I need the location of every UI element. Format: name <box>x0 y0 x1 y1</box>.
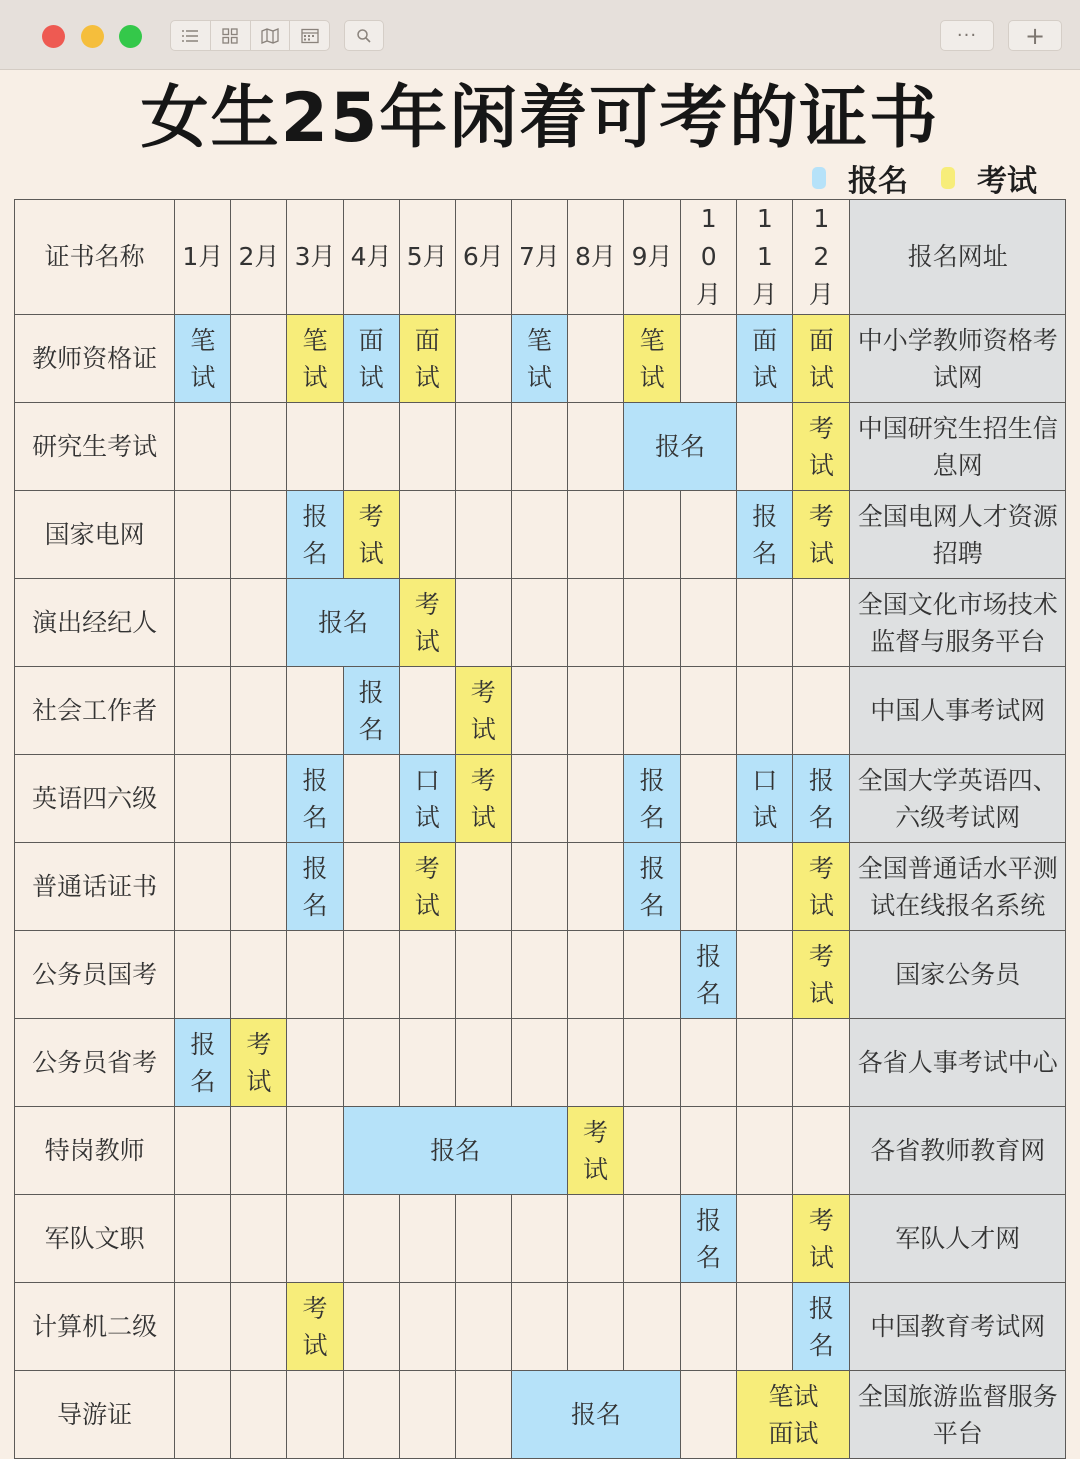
schedule-cell-empty <box>511 755 567 843</box>
schedule-cell-empty <box>231 1371 287 1459</box>
schedule-cell: 笔试 <box>287 315 343 403</box>
schedule-cell-empty <box>287 1195 343 1283</box>
schedule-cell-empty <box>624 1283 681 1371</box>
schedule-cell: 考试 <box>793 843 850 931</box>
schedule-cell-empty <box>231 579 287 667</box>
certificate-name: 教师资格证 <box>15 315 175 403</box>
header-month-2: 2月 <box>231 200 287 315</box>
registration-site: 中国教育考试网 <box>850 1283 1066 1371</box>
schedule-cell-empty <box>175 755 231 843</box>
registration-site: 全国大学英语四、六级考试网 <box>850 755 1066 843</box>
registration-site: 国家公务员 <box>850 931 1066 1019</box>
schedule-cell-empty <box>343 755 399 843</box>
certificate-name: 导游证 <box>15 1371 175 1459</box>
schedule-cell: 考试 <box>399 843 455 931</box>
header-month-3: 3月 <box>287 200 343 315</box>
header-month-12: 12月 <box>793 200 850 315</box>
schedule-cell-empty <box>681 491 737 579</box>
schedule-cell-empty <box>793 1019 850 1107</box>
schedule-cell-empty <box>737 1019 793 1107</box>
schedule-cell-empty <box>681 755 737 843</box>
schedule-cell-empty <box>737 843 793 931</box>
schedule-cell: 考试 <box>793 403 850 491</box>
schedule-cell-empty <box>737 1107 793 1195</box>
legend-exam-label: 考试 <box>977 164 1037 199</box>
header-month-10: 10月 <box>681 200 737 315</box>
schedule-cell: 报名 <box>737 491 793 579</box>
schedule-cell-empty <box>455 1019 511 1107</box>
schedule-cell-empty <box>455 403 511 491</box>
schedule-cell: 笔试 <box>175 315 231 403</box>
schedule-cell-empty <box>737 1195 793 1283</box>
schedule-cell-empty <box>737 667 793 755</box>
schedule-cell: 报名 <box>343 667 399 755</box>
schedule-cell-empty <box>567 491 623 579</box>
schedule-cell-empty <box>624 1107 681 1195</box>
schedule-cell-empty <box>511 1019 567 1107</box>
schedule-cell-empty <box>231 755 287 843</box>
schedule-cell-empty <box>231 667 287 755</box>
table-row <box>15 579 1066 667</box>
calendar-icon <box>301 28 319 44</box>
schedule-cell-empty <box>737 1283 793 1371</box>
schedule-cell-empty <box>624 1019 681 1107</box>
header-month-7: 7月 <box>511 200 567 315</box>
schedule-cell-empty <box>287 931 343 1019</box>
schedule-cell: 面试 <box>793 315 850 403</box>
schedule-cell-empty <box>624 491 681 579</box>
schedule-cell: 报名 <box>624 403 737 491</box>
page-title: 女生25年闲着可考的证书 <box>140 79 940 158</box>
schedule-cell-empty <box>567 843 623 931</box>
table-row <box>15 403 1066 491</box>
schedule-cell-empty <box>343 931 399 1019</box>
legend-exam <box>941 158 1037 198</box>
schedule-cell: 口试 <box>399 755 455 843</box>
schedule-cell: 报名 <box>343 1107 567 1195</box>
list-view-button[interactable] <box>171 21 211 50</box>
schedule-cell: 笔试 <box>624 315 681 403</box>
schedule-cell-empty <box>624 931 681 1019</box>
schedule-cell-empty <box>287 1107 343 1195</box>
schedule-cell-empty <box>793 1107 850 1195</box>
registration-site: 军队人才网 <box>850 1195 1066 1283</box>
schedule-cell-empty <box>511 931 567 1019</box>
schedule-cell: 考试 <box>343 491 399 579</box>
certificate-name: 研究生考试 <box>15 403 175 491</box>
table-row <box>15 843 1066 931</box>
schedule-cell: 面试 <box>343 315 399 403</box>
schedule-cell: 考试 <box>793 931 850 1019</box>
table-row <box>15 1283 1066 1371</box>
schedule-cell-empty <box>343 1371 399 1459</box>
schedule-cell-empty <box>231 1195 287 1283</box>
schedule-cell-empty <box>511 843 567 931</box>
schedule-cell-empty <box>175 843 231 931</box>
schedule-cell-empty <box>511 491 567 579</box>
schedule-cell-empty <box>681 843 737 931</box>
schedule-cell: 报名 <box>287 579 399 667</box>
schedule-cell-empty <box>681 579 737 667</box>
map-view-button[interactable] <box>251 21 291 50</box>
schedule-cell-empty <box>511 1283 567 1371</box>
schedule-cell-empty <box>399 491 455 579</box>
schedule-cell-empty <box>231 843 287 931</box>
header-month-4: 4月 <box>343 200 399 315</box>
schedule-cell: 报名 <box>793 1283 850 1371</box>
registration-site: 各省人事考试中心 <box>850 1019 1066 1107</box>
schedule-cell-empty <box>624 667 681 755</box>
schedule-cell-empty <box>231 1283 287 1371</box>
schedule-cell-empty <box>455 579 511 667</box>
schedule-cell-empty <box>399 931 455 1019</box>
schedule-cell-empty <box>175 1107 231 1195</box>
registration-site: 全国电网人才资源招聘 <box>850 491 1066 579</box>
grid-icon <box>222 28 238 44</box>
schedule-cell: 报名 <box>681 1195 737 1283</box>
schedule-cell: 考试 <box>231 1019 287 1107</box>
schedule-cell: 考试 <box>793 491 850 579</box>
schedule-cell-empty <box>287 667 343 755</box>
schedule-cell-empty <box>175 579 231 667</box>
schedule-cell: 面试 <box>737 315 793 403</box>
schedule-cell-empty <box>399 667 455 755</box>
certificate-name: 计算机二级 <box>15 1283 175 1371</box>
schedule-cell-empty <box>343 1195 399 1283</box>
schedule-cell-empty <box>567 1195 623 1283</box>
schedule-cell-empty <box>455 931 511 1019</box>
schedule-cell-empty <box>793 667 850 755</box>
schedule-cell-empty <box>455 843 511 931</box>
schedule-cell-empty <box>175 667 231 755</box>
schedule-cell-empty <box>567 579 623 667</box>
add-button[interactable]: + <box>1008 20 1062 51</box>
table-row <box>15 931 1066 1019</box>
schedule-cell: 考试 <box>567 1107 623 1195</box>
legend-exam-swatch <box>941 167 955 189</box>
table-row <box>15 1371 1066 1459</box>
schedule-cell: 考试 <box>455 755 511 843</box>
minimize-window-button[interactable] <box>81 25 104 48</box>
certificate-name: 演出经纪人 <box>15 579 175 667</box>
search-icon <box>356 28 372 44</box>
schedule-cell-empty <box>287 1371 343 1459</box>
schedule-cell-empty <box>343 403 399 491</box>
zoom-window-button[interactable] <box>119 25 142 48</box>
schedule-cell-empty <box>231 931 287 1019</box>
schedule-cell-empty <box>737 403 793 491</box>
schedule-cell: 报名 <box>793 755 850 843</box>
schedule-cell-empty <box>511 1195 567 1283</box>
schedule-cell-empty <box>231 403 287 491</box>
registration-site: 中小学教师资格考试网 <box>850 315 1066 403</box>
list-icon <box>181 28 199 44</box>
header-registration-site: 报名网址 <box>850 200 1066 315</box>
schedule-cell: 考试 <box>399 579 455 667</box>
registration-site: 各省教师教育网 <box>850 1107 1066 1195</box>
header-month-8: 8月 <box>567 200 623 315</box>
registration-site: 全国普通话水平测试在线报名系统 <box>850 843 1066 931</box>
schedule-cell: 笔试 <box>511 315 567 403</box>
table-row <box>15 1195 1066 1283</box>
schedule-cell-empty <box>681 667 737 755</box>
schedule-cell: 笔试面试 <box>737 1371 850 1459</box>
schedule-cell-empty <box>681 1107 737 1195</box>
schedule-cell-empty <box>175 931 231 1019</box>
schedule-cell-empty <box>624 1195 681 1283</box>
table-header-row <box>15 200 1066 315</box>
schedule-cell-empty <box>681 1371 737 1459</box>
table-row <box>15 315 1066 403</box>
schedule-cell-empty <box>511 667 567 755</box>
table-row <box>15 1019 1066 1107</box>
schedule-cell: 考试 <box>455 667 511 755</box>
header-month-5: 5月 <box>399 200 455 315</box>
schedule-cell-empty <box>175 403 231 491</box>
schedule-cell-empty <box>399 1371 455 1459</box>
schedule-cell-empty <box>287 1019 343 1107</box>
schedule-cell-empty <box>567 403 623 491</box>
schedule-cell: 报名 <box>287 491 343 579</box>
schedule-cell: 报名 <box>624 843 681 931</box>
certificate-name: 军队文职 <box>15 1195 175 1283</box>
schedule-cell-empty <box>455 315 511 403</box>
schedule-cell-empty <box>737 931 793 1019</box>
schedule-cell-empty <box>567 667 623 755</box>
schedule-cell-empty <box>175 1283 231 1371</box>
schedule-cell-empty <box>737 579 793 667</box>
schedule-cell: 考试 <box>793 1195 850 1283</box>
schedule-cell-empty <box>455 491 511 579</box>
schedule-cell-empty <box>455 1283 511 1371</box>
header-month-6: 6月 <box>455 200 511 315</box>
schedule-cell: 考试 <box>287 1283 343 1371</box>
schedule-cell-empty <box>343 1283 399 1371</box>
table-row <box>15 755 1066 843</box>
search-button[interactable] <box>344 20 384 51</box>
schedule-cell-empty <box>681 315 737 403</box>
schedule-cell-empty <box>455 1195 511 1283</box>
schedule-cell-empty <box>343 843 399 931</box>
schedule-cell: 报名 <box>287 755 343 843</box>
schedule-cell-empty <box>567 755 623 843</box>
header-month-11: 11月 <box>737 200 793 315</box>
schedule-cell: 报名 <box>624 755 681 843</box>
certificate-name: 国家电网 <box>15 491 175 579</box>
schedule-cell: 报名 <box>287 843 343 931</box>
calendar-view-button[interactable] <box>290 21 329 50</box>
schedule-cell-empty <box>231 1107 287 1195</box>
legend-register-label: 报名 <box>848 164 908 199</box>
schedule-cell-empty <box>399 1195 455 1283</box>
schedule-cell-empty <box>567 1283 623 1371</box>
schedule-cell-empty <box>511 403 567 491</box>
certificate-name: 公务员省考 <box>15 1019 175 1107</box>
close-window-button[interactable] <box>42 25 65 48</box>
schedule-cell-empty <box>511 579 567 667</box>
schedule-cell-empty <box>231 315 287 403</box>
schedule-cell-empty <box>287 403 343 491</box>
table-row <box>15 491 1066 579</box>
schedule-cell-empty <box>567 931 623 1019</box>
schedule-cell-empty <box>455 1371 511 1459</box>
registration-site: 中国研究生招生信息网 <box>850 403 1066 491</box>
schedule-cell: 面试 <box>399 315 455 403</box>
schedule-cell-empty <box>567 315 623 403</box>
schedule-cell-empty <box>399 1019 455 1107</box>
schedule-cell-empty <box>681 1283 737 1371</box>
header-month-1: 1月 <box>175 200 231 315</box>
table-row <box>15 1107 1066 1195</box>
legend-register <box>812 158 908 198</box>
registration-site: 全国旅游监督服务平台 <box>850 1371 1066 1459</box>
certificate-name: 社会工作者 <box>15 667 175 755</box>
schedule-cell-empty <box>175 1195 231 1283</box>
certificate-name: 特岗教师 <box>15 1107 175 1195</box>
schedule-cell-empty <box>399 403 455 491</box>
more-button[interactable]: ··· <box>940 20 994 51</box>
header-month-9: 9月 <box>624 200 681 315</box>
schedule-cell-empty <box>175 491 231 579</box>
schedule-cell-empty <box>343 1019 399 1107</box>
schedule-cell-empty <box>175 1371 231 1459</box>
certificate-name: 普通话证书 <box>15 843 175 931</box>
schedule-cell-empty <box>399 1283 455 1371</box>
schedule-cell: 报名 <box>175 1019 231 1107</box>
schedule-cell-empty <box>793 579 850 667</box>
grid-view-button[interactable] <box>211 21 251 50</box>
schedule-cell-empty <box>624 579 681 667</box>
view-switcher <box>170 20 330 51</box>
certificate-name: 公务员国考 <box>15 931 175 1019</box>
certificate-name: 英语四六级 <box>15 755 175 843</box>
schedule-cell-empty <box>681 1019 737 1107</box>
legend-register-swatch <box>812 167 826 189</box>
certificate-schedule-table <box>14 199 1066 1459</box>
schedule-cell-empty <box>231 491 287 579</box>
map-icon <box>261 28 279 44</box>
window-toolbar <box>0 0 1080 70</box>
registration-site: 全国文化市场技术监督与服务平台 <box>850 579 1066 667</box>
table-row <box>15 667 1066 755</box>
schedule-cell-empty <box>567 1019 623 1107</box>
schedule-cell: 报名 <box>511 1371 680 1459</box>
registration-site: 中国人事考试网 <box>850 667 1066 755</box>
schedule-cell: 报名 <box>681 931 737 1019</box>
schedule-cell: 口试 <box>737 755 793 843</box>
header-certificate-name: 证书名称 <box>15 200 175 315</box>
